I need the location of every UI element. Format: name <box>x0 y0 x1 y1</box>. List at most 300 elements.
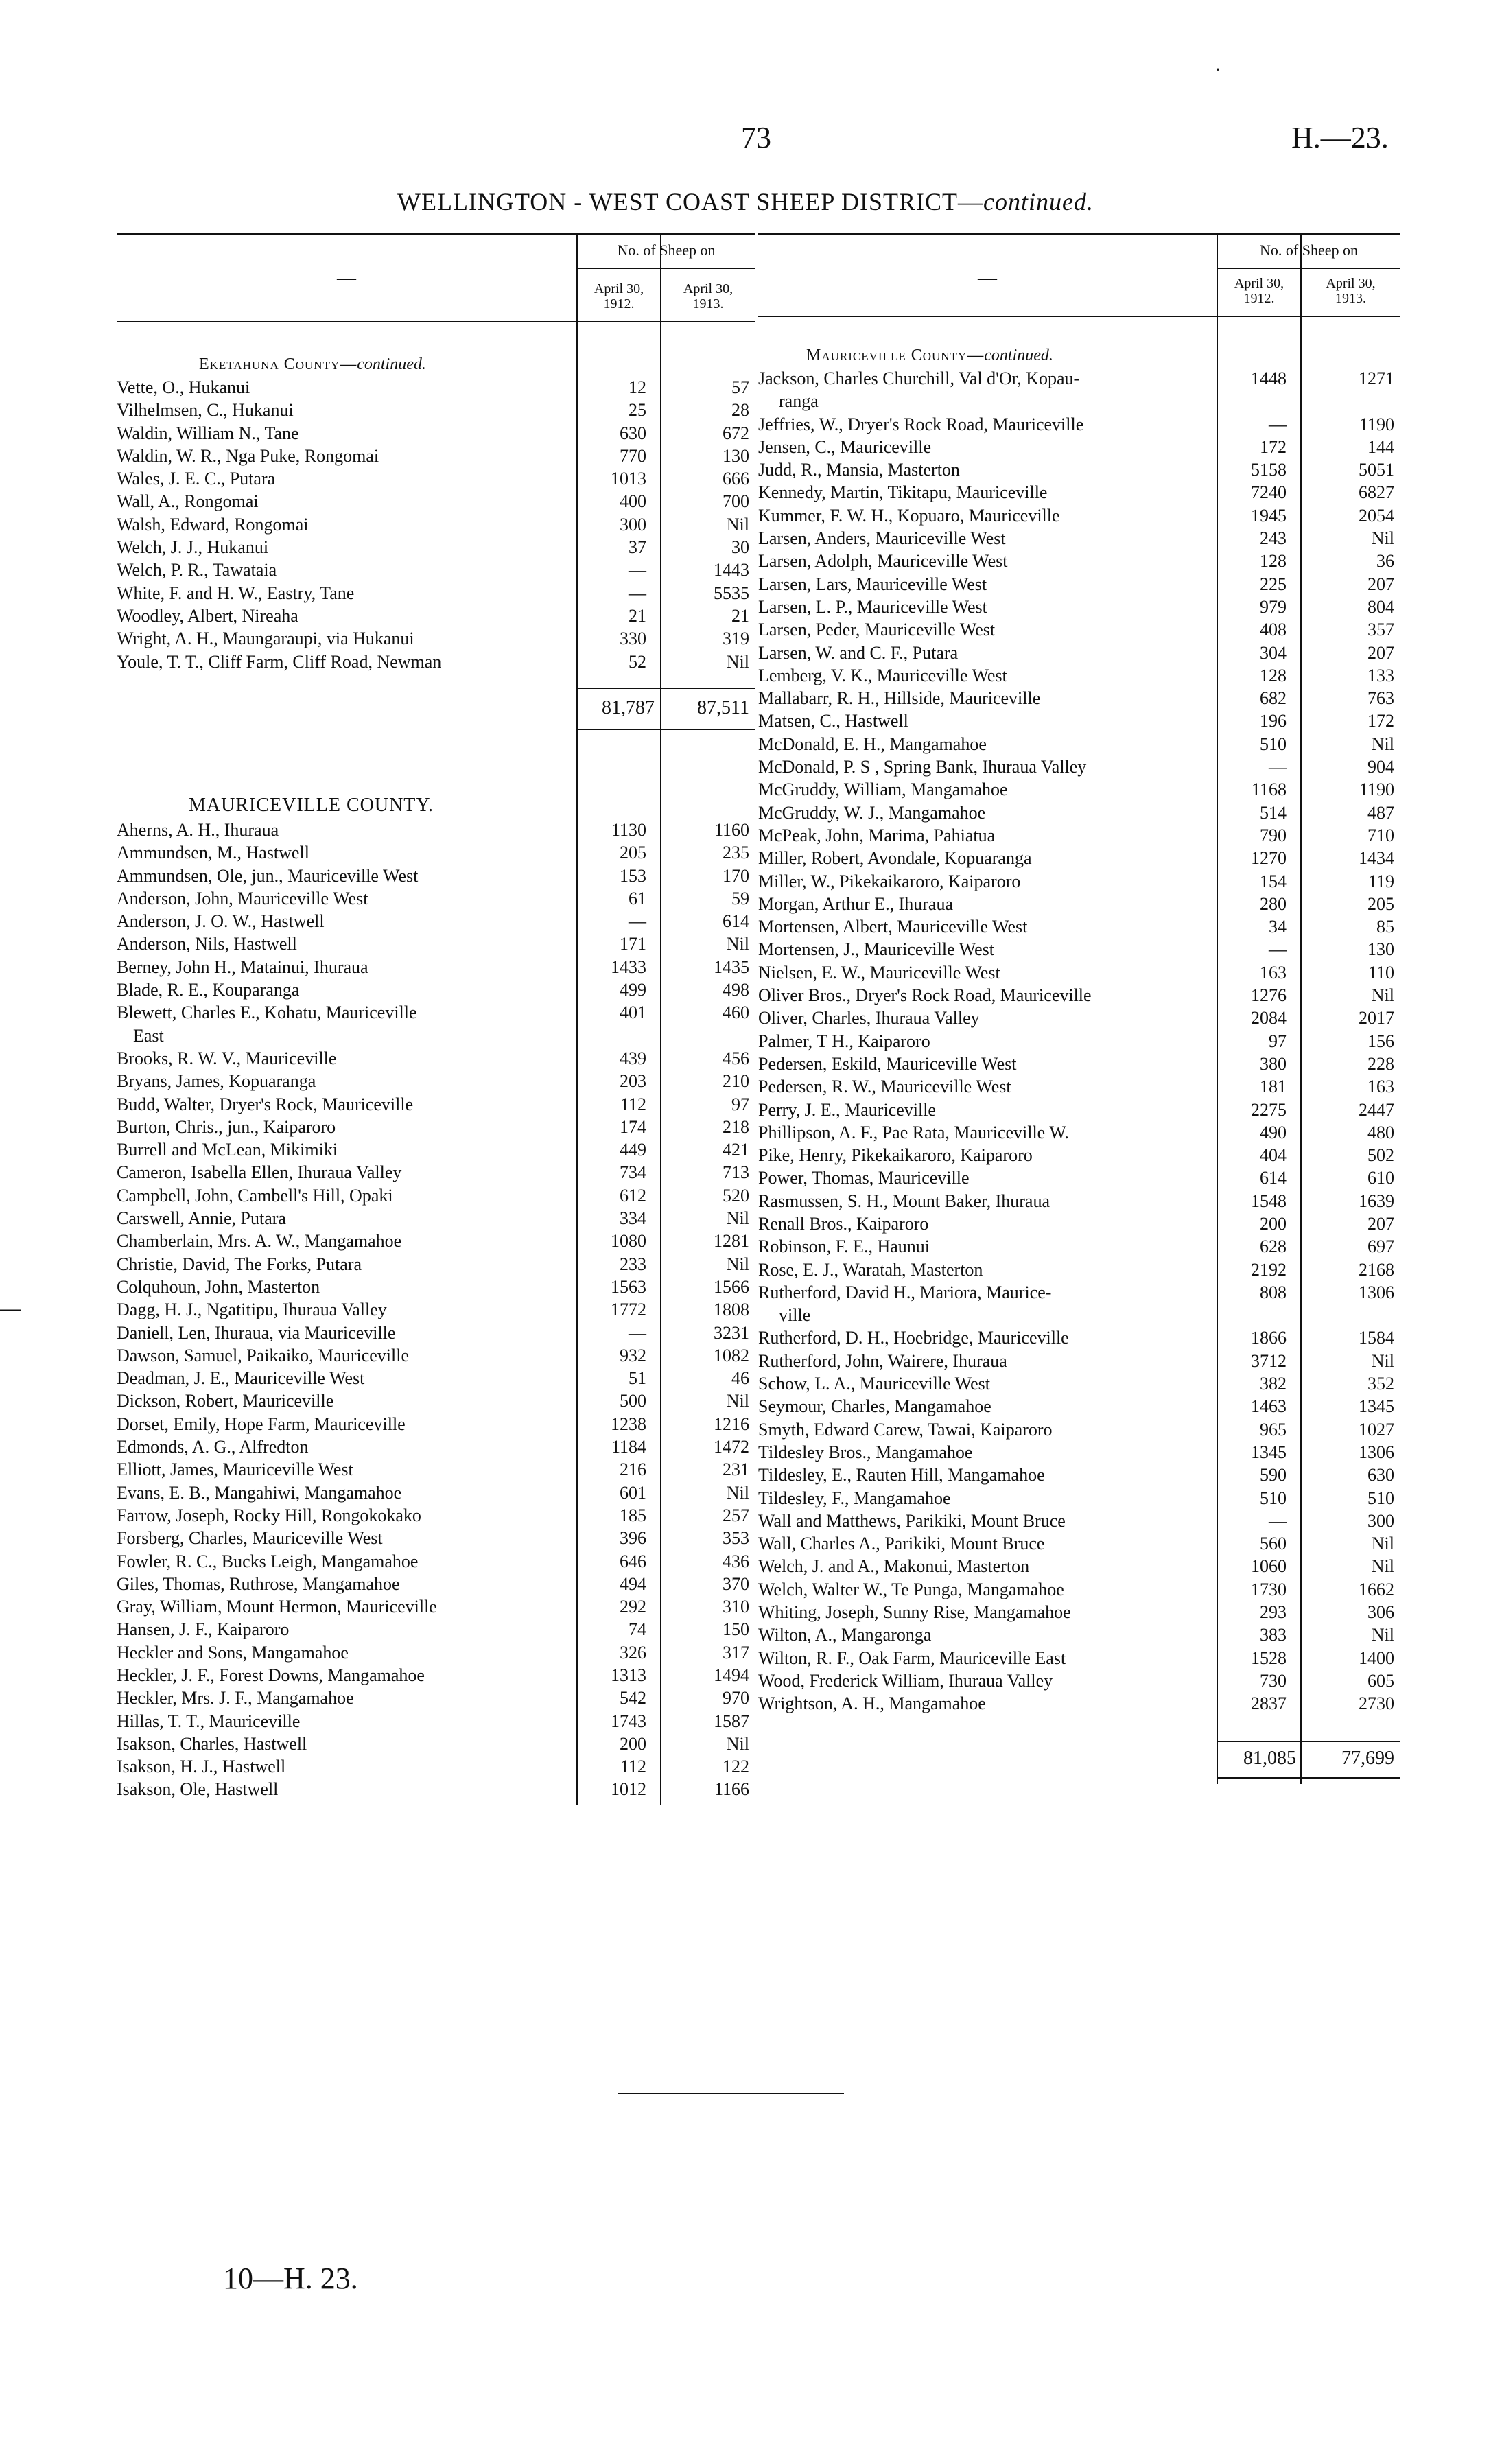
name-column-header: — <box>978 268 997 289</box>
sheep-count-1912: 612 <box>620 1185 646 1206</box>
sheep-count-1913: 170 <box>723 865 749 886</box>
sheep-count-1913: 1434 <box>1359 848 1394 869</box>
sheep-count-1913: 122 <box>723 1757 749 1777</box>
owner-name: Power, Thomas, Mauriceville <box>758 1168 970 1188</box>
owner-name: Bryans, James, Kopuaranga <box>117 1071 316 1092</box>
sheep-count-1913: 1494 <box>714 1665 749 1685</box>
owner-name: Elliott, James, Mauriceville West <box>117 1459 353 1480</box>
sheep-count-1913: 510 <box>1367 1488 1394 1508</box>
table-row <box>758 436 1400 458</box>
owner-name: Campbell, John, Cambell's Hill, Opaki <box>117 1185 393 1206</box>
owner-name: Burton, Chris., jun., Kaiparoro <box>117 1116 336 1137</box>
sheep-count-1912: 790 <box>1260 825 1287 845</box>
table-row <box>758 481 1400 504</box>
table-row <box>117 1778 755 1800</box>
sheep-count-1912: 1548 <box>1251 1190 1287 1211</box>
sheep-count-1912: — <box>629 911 646 932</box>
sheep-count-1913: 1400 <box>1359 1647 1394 1668</box>
sheep-count-1913: 57 <box>731 377 749 397</box>
owner-name: Rutherford, John, Wairere, Ihuraua <box>758 1350 1007 1371</box>
sheep-count-1913: 2017 <box>1359 1008 1394 1029</box>
sheep-count-1913: 207 <box>1367 1213 1394 1234</box>
table-row <box>758 1692 1400 1715</box>
owner-name: Dawson, Samuel, Paikaiko, Mauriceville <box>117 1345 410 1365</box>
owner-name: Woodley, Albert, Nireaha <box>117 605 298 626</box>
sheep-count-1913: 130 <box>1367 939 1394 960</box>
table-row <box>117 650 755 673</box>
owner-name: Edmonds, A. G., Alfredton <box>117 1437 309 1457</box>
sheep-count-1913: 130 <box>723 445 749 466</box>
table-row <box>758 527 1400 550</box>
owner-name: Budd, Walter, Dryer's Rock, Mauriceville <box>117 1094 414 1114</box>
owner-name: Phillipson, A. F., Pae Rata, Mauriceville W. <box>758 1122 1069 1142</box>
sheep-count-1912: 292 <box>620 1597 646 1617</box>
sheep-count-1913: 456 <box>723 1048 749 1068</box>
sheep-count-1912: — <box>1269 757 1287 777</box>
report-code: H.—23. <box>1291 121 1389 154</box>
owner-name: Carswell, Annie, Putara <box>117 1208 286 1229</box>
owner-name: Evans, E. B., Mangahiwi, Mangamahoe <box>117 1482 402 1503</box>
owner-name: Isakson, H. J., Hastwell <box>117 1757 286 1777</box>
table-row <box>758 1075 1400 1098</box>
sheep-count-1912: 216 <box>620 1459 646 1480</box>
sheep-count-1913: 150 <box>723 1619 749 1640</box>
sheep-count-1912: 380 <box>1260 1053 1287 1074</box>
sheep-count-1913: Nil <box>1371 734 1394 754</box>
sheep-count-1913: 672 <box>723 423 749 443</box>
table-row <box>117 605 755 627</box>
table-row <box>758 961 1400 984</box>
sheep-count-1913: 666 <box>723 469 749 489</box>
section-heading-mauriceville-continued: Mauriceville County—continued. <box>806 347 1053 364</box>
owner-name: McDonald, P. S , Spring Bank, Ihuraua Valley <box>758 757 1087 777</box>
sheep-count-1912: 205 <box>620 843 646 863</box>
table-row <box>117 1389 755 1412</box>
sheep-count-1913: 36 <box>1376 551 1394 572</box>
owner-name: Larsen, W. and C. F., Putara <box>758 642 959 663</box>
sheep-count-1913: 231 <box>723 1459 749 1480</box>
sheep-count-1913: 1166 <box>714 1779 749 1800</box>
owner-name: Tildesley, E., Rauten Hill, Mangamahoe <box>758 1465 1045 1486</box>
sheep-count-1912: — <box>629 1322 646 1343</box>
district-title-continued: continued. <box>983 188 1094 215</box>
table-row <box>758 1623 1400 1646</box>
sheep-count-1913: Nil <box>726 1254 749 1274</box>
sheep-count-1912: 2192 <box>1251 1259 1287 1280</box>
table-row <box>758 687 1400 709</box>
table-row <box>117 1710 755 1733</box>
table-row <box>758 573 1400 596</box>
owner-name: Cameron, Isabella Ellen, Ihuraua Valley <box>117 1162 402 1183</box>
sheep-count-1913: 610 <box>1367 1168 1394 1188</box>
table-row <box>117 1138 755 1161</box>
sheep-count-1912: 1772 <box>611 1300 646 1320</box>
sheep-count-1912: 21 <box>629 605 646 626</box>
sheep-count-1912: 1013 <box>611 469 646 489</box>
mauriceville-rows <box>117 819 755 1801</box>
table-row <box>117 1093 755 1116</box>
sheep-count-1913: 310 <box>723 1597 749 1617</box>
table-row <box>758 1441 1400 1464</box>
owner-name: Wright, A. H., Maungaraupi, via Hukanui <box>117 629 414 649</box>
sheep-count-1912: 1743 <box>611 1711 646 1731</box>
sheep-count-1913: 59 <box>731 888 749 908</box>
sheep-count-1913: 110 <box>1367 962 1394 983</box>
sheep-count-1912: 128 <box>1260 665 1287 685</box>
sheep-count-1913: 1190 <box>1359 779 1394 800</box>
sheep-count-1912: 630 <box>620 423 646 443</box>
table-row <box>758 915 1400 938</box>
owner-name: Larsen, Lars, Mauriceville West <box>758 574 987 594</box>
sheep-count-1912: 233 <box>620 1254 646 1274</box>
owner-name: Renall Bros., Kaiparoro <box>758 1213 929 1234</box>
owner-name: Isakson, Ole, Hastwell <box>117 1779 279 1800</box>
owner-name: Rasmussen, S. H., Mount Baker, Ihuraua <box>758 1190 1050 1211</box>
section-heading-eketahuna: Eketahuna County—continued. <box>199 355 426 373</box>
sheep-count-1912: 1168 <box>1251 779 1287 800</box>
owner-name: Judd, R., Mansia, Masterton <box>758 460 960 480</box>
margin-dot: · <box>1214 58 1221 81</box>
sheep-count-1912: 185 <box>620 1505 646 1525</box>
owner-name: Welch, J. and A., Makonui, Masterton <box>758 1556 1030 1577</box>
table-row <box>117 1001 755 1024</box>
owner-name: McGruddy, William, Mangamahoe <box>758 779 1008 800</box>
table-row <box>117 1344 755 1367</box>
sheep-count-1912: 171 <box>620 934 646 954</box>
column-header-1913: April 30, 1913. <box>1326 276 1376 306</box>
table-row <box>117 1733 755 1755</box>
table-row <box>758 458 1400 481</box>
sheep-count-1913: 1639 <box>1359 1190 1394 1211</box>
sheep-count-1913: 1662 <box>1359 1579 1394 1599</box>
sheep-count-1913: 804 <box>1367 596 1394 617</box>
owner-name: Ammundsen, M., Hastwell <box>117 843 309 863</box>
sheep-count-1913: 133 <box>1367 665 1394 685</box>
table-row <box>758 664 1400 687</box>
table-row <box>117 932 755 955</box>
owner-name: Aherns, A. H., Ihuraua <box>117 820 279 840</box>
table-row <box>117 1755 755 1778</box>
sheep-count-1913: 630 <box>1367 1465 1394 1486</box>
owner-name: Hillas, T. T., Mauriceville <box>117 1711 301 1731</box>
sheep-count-1913: 1587 <box>714 1711 749 1731</box>
sheep-count-1912: 1448 <box>1251 368 1287 388</box>
owner-name: Tildesley Bros., Mangamahoe <box>758 1442 973 1462</box>
column-header-1913: April 30, 1913. <box>683 281 733 312</box>
sheep-count-1912: 1866 <box>1251 1328 1287 1348</box>
sheep-count-1912: 730 <box>1260 1670 1287 1691</box>
sheep-count-1913: 5535 <box>714 583 749 603</box>
footer-rule <box>618 2093 844 2094</box>
owner-name: Smyth, Edward Carew, Tawai, Kaiparoro <box>758 1419 1053 1440</box>
sheep-count-1912: 400 <box>620 491 646 512</box>
table-top-rule <box>117 233 755 235</box>
owner-name: Dickson, Robert, Mauriceville <box>117 1391 334 1411</box>
table-row <box>117 1435 755 1458</box>
sheep-count-1912: 153 <box>620 865 646 886</box>
sheep-count-1912: 404 <box>1260 1145 1287 1166</box>
sheep-count-1912: 1060 <box>1251 1556 1287 1577</box>
sheep-count-1912: 1528 <box>1251 1647 1287 1668</box>
sheep-count-1913: 30 <box>731 537 749 558</box>
table-row <box>758 755 1400 778</box>
table-row <box>117 536 755 559</box>
header-bottom-rule <box>117 321 755 322</box>
table-row <box>117 422 755 445</box>
sheep-count-1912: 408 <box>1260 620 1287 640</box>
sheep-count-1912: 304 <box>1260 642 1287 663</box>
sheep-count-1912: 1313 <box>611 1665 646 1685</box>
sheep-count-1912: 37 <box>629 537 646 558</box>
sheep-count-1913: Nil <box>726 934 749 954</box>
owner-name: Morgan, Arthur E., Ihuraua <box>758 893 954 914</box>
sheep-count-1912: 808 <box>1260 1282 1287 1302</box>
table-row <box>758 1647 1400 1669</box>
sheep-count-1912: 3712 <box>1251 1350 1287 1371</box>
owner-name: Nielsen, E. W., Mauriceville West <box>758 962 1000 983</box>
sheep-count-1912: 74 <box>629 1619 646 1640</box>
owner-name: Larsen, Peder, Mauriceville West <box>758 620 996 640</box>
table-row <box>117 467 755 490</box>
owner-name: ranga <box>779 391 819 412</box>
table-row <box>117 627 755 650</box>
table-row <box>117 1641 755 1664</box>
table-row <box>758 1464 1400 1486</box>
owner-name: Blade, R. E., Kouparanga <box>117 980 300 1000</box>
owner-name: Vette, O., Hukanui <box>117 377 250 397</box>
table-row <box>117 978 755 1001</box>
header-bottom-rule <box>758 316 1400 317</box>
sheep-count-1913: Nil <box>1371 528 1394 549</box>
table-row <box>117 445 755 467</box>
sheep-count-1913: 21 <box>731 605 749 626</box>
table-row <box>117 559 755 581</box>
sheep-count-1912: 334 <box>620 1208 646 1229</box>
owner-name: Rutherford, David H., Mariora, Maurice- <box>758 1282 1052 1302</box>
owner-name: Welch, Walter W., Te Punga, Mangamahoe <box>758 1579 1064 1599</box>
table-row <box>758 1190 1400 1212</box>
owner-name: Fowler, R. C., Bucks Leigh, Mangamahoe <box>117 1551 419 1571</box>
sheep-count-1913: Nil <box>1371 985 1394 1006</box>
subtotal-rule <box>576 688 755 689</box>
sheep-count-1913: Nil <box>726 1391 749 1411</box>
sheep-count-1912: 1563 <box>611 1276 646 1297</box>
sheep-count-1912: 494 <box>620 1573 646 1594</box>
table-row <box>117 1687 755 1709</box>
table-row <box>758 1304 1400 1326</box>
table-row <box>117 1047 755 1070</box>
sheep-count-1912: 1276 <box>1251 985 1287 1006</box>
table-row <box>758 1669 1400 1692</box>
owner-name: Isakson, Charles, Hastwell <box>117 1733 307 1754</box>
table-row <box>758 367 1400 390</box>
sheep-count-1913: 218 <box>723 1116 749 1137</box>
table-row <box>758 413 1400 436</box>
owner-name: Mortensen, J., Mauriceville West <box>758 939 995 960</box>
table-row <box>117 1550 755 1573</box>
owner-name: Larsen, Anders, Mauriceville West <box>758 528 1006 549</box>
sheep-count-1913: 1082 <box>714 1345 749 1365</box>
sheep-count-1913: 460 <box>723 1002 749 1023</box>
sheep-count-1913: 172 <box>1367 711 1394 731</box>
owner-name: Tildesley, F., Mangamahoe <box>758 1488 951 1508</box>
sheep-count-1913: 1190 <box>1359 414 1394 434</box>
owner-name: Farrow, Joseph, Rocky Hill, Rongokokako <box>117 1505 421 1525</box>
owner-name: McGruddy, W. J., Mangamahoe <box>758 802 986 823</box>
owner-name: Forsberg, Charles, Mauriceville West <box>117 1528 383 1549</box>
sheep-count-1912: 396 <box>620 1528 646 1549</box>
sheep-count-header: No. of Sheep on <box>617 242 716 259</box>
table-row <box>117 956 755 978</box>
sheep-count-1912: 52 <box>629 651 646 672</box>
table-row <box>758 938 1400 961</box>
table-row <box>117 1527 755 1549</box>
table-row <box>758 1418 1400 1441</box>
table-row <box>117 819 755 841</box>
page-number: 73 <box>741 121 771 154</box>
table-row <box>758 778 1400 801</box>
sheep-count-1913: 2054 <box>1359 505 1394 526</box>
footer-code: 10—H. 23. <box>223 2262 358 2295</box>
owner-name: Matsen, C., Hastwell <box>758 711 908 731</box>
sheep-count-1912: 1238 <box>611 1413 646 1434</box>
sheep-count-1913: 235 <box>723 843 749 863</box>
sheep-count-1912: 51 <box>629 1368 646 1389</box>
table-row <box>758 1144 1400 1166</box>
sheep-count-1913: 353 <box>723 1528 749 1549</box>
owner-name: Heckler and Sons, Mangamahoe <box>117 1642 349 1663</box>
owner-name: Wilton, R. F., Oak Farm, Mauriceville East <box>758 1647 1066 1668</box>
table-row <box>758 1121 1400 1144</box>
owner-name: Wales, J. E. C., Putara <box>117 469 276 489</box>
owner-name: Jackson, Charles Churchill, Val d'Or, Kopau- <box>758 368 1080 388</box>
table-row <box>758 1030 1400 1053</box>
sheep-count-1912: 401 <box>620 1002 646 1023</box>
owner-name: Anderson, John, Mauriceville West <box>117 888 368 908</box>
table-row <box>117 1116 755 1138</box>
sheep-count-1912: — <box>1269 414 1287 434</box>
owner-name: Wood, Frederick William, Ihuraua Valley <box>758 1670 1053 1691</box>
table-row <box>117 1618 755 1641</box>
total-rule <box>1217 1741 1400 1742</box>
owner-name: Kennedy, Martin, Tikitapu, Mauriceville <box>758 482 1048 503</box>
sheep-count-1912: 200 <box>620 1733 646 1754</box>
sheep-count-1913: 3231 <box>714 1322 749 1343</box>
sheep-count-header: No. of Sheep on <box>1260 242 1358 259</box>
sheep-count-1912: — <box>1269 1510 1287 1531</box>
table-row <box>758 1235 1400 1258</box>
eketahuna-total-1913: 87,511 <box>697 697 749 718</box>
owner-name: Oliver Bros., Dryer's Rock Road, Mauriceville <box>758 985 1092 1006</box>
sheep-count-1912: 770 <box>620 445 646 466</box>
sheep-count-1912: 243 <box>1260 528 1287 549</box>
sheep-count-1912: 34 <box>1269 917 1287 937</box>
sheep-count-1912: 5158 <box>1251 460 1287 480</box>
table-row <box>758 984 1400 1007</box>
owner-name: Hansen, J. F., Kaiparoro <box>117 1619 290 1640</box>
table-bottom-rule <box>1217 1777 1400 1779</box>
owner-name: Burrell and McLean, Mikimiki <box>117 1140 338 1160</box>
sheep-count-1912: 97 <box>1269 1031 1287 1051</box>
sheep-count-1913: 257 <box>723 1505 749 1525</box>
table-row <box>117 865 755 887</box>
owner-name: Heckler, Mrs. J. F., Mangamahoe <box>117 1688 354 1709</box>
sheep-count-1913: 710 <box>1367 825 1394 845</box>
sheep-count-1912: 128 <box>1260 551 1287 572</box>
table-row <box>758 1395 1400 1418</box>
owner-name: Kummer, F. W. H., Kopuaro, Mauriceville <box>758 505 1060 526</box>
district-title <box>0 187 1491 216</box>
owner-name: Robinson, F. E., Haunui <box>758 1236 930 1257</box>
owner-name: Whiting, Joseph, Sunny Rise, Mangamahoe <box>758 1602 1071 1623</box>
table-row <box>758 1166 1400 1189</box>
owner-name: Rutherford, D. H., Hoebridge, Mauriceville <box>758 1328 1069 1348</box>
sheep-count-1912: 1270 <box>1251 848 1287 869</box>
header-subrule <box>1217 268 1400 269</box>
sheep-count-1913: Nil <box>726 1733 749 1754</box>
sheep-count-1912: 300 <box>620 514 646 535</box>
owner-name: Blewett, Charles E., Kohatu, Mauriceville <box>117 1002 417 1023</box>
table-row <box>117 1184 755 1207</box>
table-row <box>758 1007 1400 1029</box>
owner-name: Anderson, J. O. W., Hastwell <box>117 911 325 932</box>
owner-name: Anderson, Nils, Hastwell <box>117 934 297 954</box>
sheep-count-1912: 682 <box>1260 688 1287 709</box>
table-row <box>758 504 1400 527</box>
table-row <box>117 376 755 399</box>
sheep-count-1912: 326 <box>620 1642 646 1663</box>
owner-name: Miller, Robert, Avondale, Kopuaranga <box>758 848 1032 869</box>
column-header-1912: April 30, 1912. <box>1234 276 1284 306</box>
table-row <box>758 1487 1400 1510</box>
table-top-rule <box>758 233 1400 235</box>
table-row <box>758 1510 1400 1532</box>
table-row <box>758 618 1400 641</box>
sheep-count-1912: 174 <box>620 1116 646 1137</box>
sheep-count-1913: 210 <box>723 1071 749 1092</box>
sheep-count-1913: 1271 <box>1359 368 1394 388</box>
margin-dash: — <box>0 1297 21 1319</box>
sheep-count-1912: 225 <box>1260 574 1287 594</box>
sheep-count-1912: 7240 <box>1251 482 1287 503</box>
sheep-count-1912: 2837 <box>1251 1693 1287 1714</box>
sheep-count-1913: 306 <box>1367 1602 1394 1623</box>
table-row <box>117 910 755 932</box>
owner-name: Heckler, J. F., Forest Downs, Mangamahoe <box>117 1665 425 1685</box>
owner-name: Rose, E. J., Waratah, Masterton <box>758 1259 983 1280</box>
owner-name: McDonald, E. H., Mangamahoe <box>758 734 987 754</box>
sheep-count-1912: 499 <box>620 980 646 1000</box>
owner-name: Lemberg, V. K., Mauriceville West <box>758 665 1007 685</box>
sheep-count-1912: — <box>629 583 646 603</box>
sheep-count-1913: 317 <box>723 1642 749 1663</box>
table-row <box>117 513 755 536</box>
sheep-count-1912: 154 <box>1260 871 1287 891</box>
sheep-count-1913: 357 <box>1367 620 1394 640</box>
table-row <box>117 1504 755 1527</box>
owner-name: Pedersen, R. W., Mauriceville West <box>758 1077 1011 1097</box>
sheep-count-1912: 1184 <box>611 1437 646 1457</box>
sheep-count-1913: 605 <box>1367 1670 1394 1691</box>
sheep-count-1913: 207 <box>1367 574 1394 594</box>
table-row <box>758 870 1400 893</box>
table-row <box>758 1578 1400 1601</box>
sheep-count-1913: Nil <box>1371 1556 1394 1577</box>
owner-name: Dorset, Emily, Hope Farm, Mauriceville <box>117 1413 406 1434</box>
mauriceville-total-1912: 81,085 <box>1243 1748 1296 1769</box>
owner-name: Larsen, Adolph, Mauriceville West <box>758 551 1008 572</box>
sheep-count-1912: 979 <box>1260 596 1287 617</box>
